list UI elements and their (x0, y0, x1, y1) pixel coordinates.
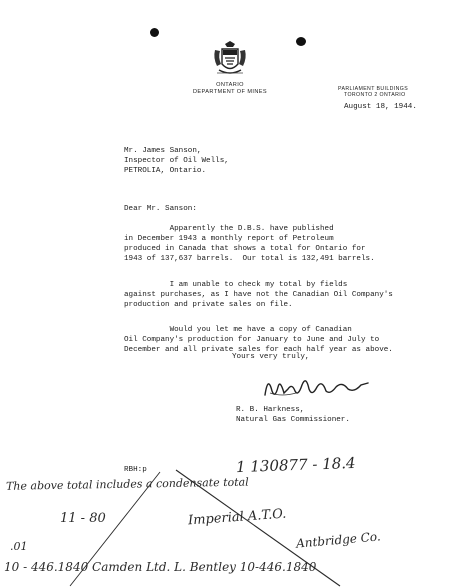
handwritten-note-3: 11 - 80 (60, 511, 106, 526)
signer-title: Natural Gas Commissioner. (236, 416, 350, 424)
letter-date: August 18, 1944. (344, 103, 417, 111)
paragraph-1-line-2: in December 1943 a monthly report of Petroleum (124, 235, 334, 243)
letterhead-building: PARLIAMENT BUILDINGS (338, 86, 409, 92)
paragraph-2-line-3: production and private sales on file. (124, 301, 293, 309)
paragraph-3-line-1: Would you let me have a copy of Canadian (124, 326, 352, 334)
handwritten-note-6: .01 (10, 540, 28, 553)
paragraph-1-line-4: 1943 of 137,637 barrels. Our total is 132,491 barrels. (124, 255, 375, 263)
paragraph-2-line-1: I am unable to check my total by fields (124, 281, 348, 289)
letterhead-city: TORONTO 2 ONTARIO (344, 92, 406, 98)
reference-initials: RBH:p (124, 466, 147, 474)
paragraph-1-line-3: produced in Canada that shows a total for Ontario for (124, 245, 366, 253)
paragraph-2-line-2: against purchases, as I have not the Canadian Oil Company's (124, 291, 393, 299)
paragraph-3-line-3: December and all private sales for each half year as above. (124, 346, 393, 354)
signer-name: R. B. Harkness, (236, 406, 305, 414)
closing: Yours very truly, (232, 353, 310, 361)
letterhead-province: ONTARIO (216, 82, 244, 88)
handwritten-note-7: 10 - 446.1840 Camden Ltd. L. Bentley 10-446.1840 (4, 560, 317, 574)
handwritten-note-2: The above total includes a condensate total (5, 475, 249, 493)
recipient-city: PETROLIA, Ontario. (124, 167, 207, 175)
handwritten-note-4: Imperial A.T.O. (187, 506, 287, 529)
handwritten-note-1: 1 130877 - 18.4 (235, 453, 356, 477)
recipient-title: Inspector of Oil Wells, (124, 157, 229, 165)
salutation: Dear Mr. Sanson: (124, 205, 197, 213)
handwritten-note-5: Antbridge Co. (295, 529, 382, 551)
recipient-name: Mr. James Sanson, (124, 147, 202, 155)
paragraph-3-line-2: Oil Company's production for January to June and July to (124, 336, 380, 344)
letterhead-department: DEPARTMENT OF MINES (192, 89, 268, 95)
paragraph-1-line-1: Apparently the D.B.S. have published (124, 225, 334, 233)
